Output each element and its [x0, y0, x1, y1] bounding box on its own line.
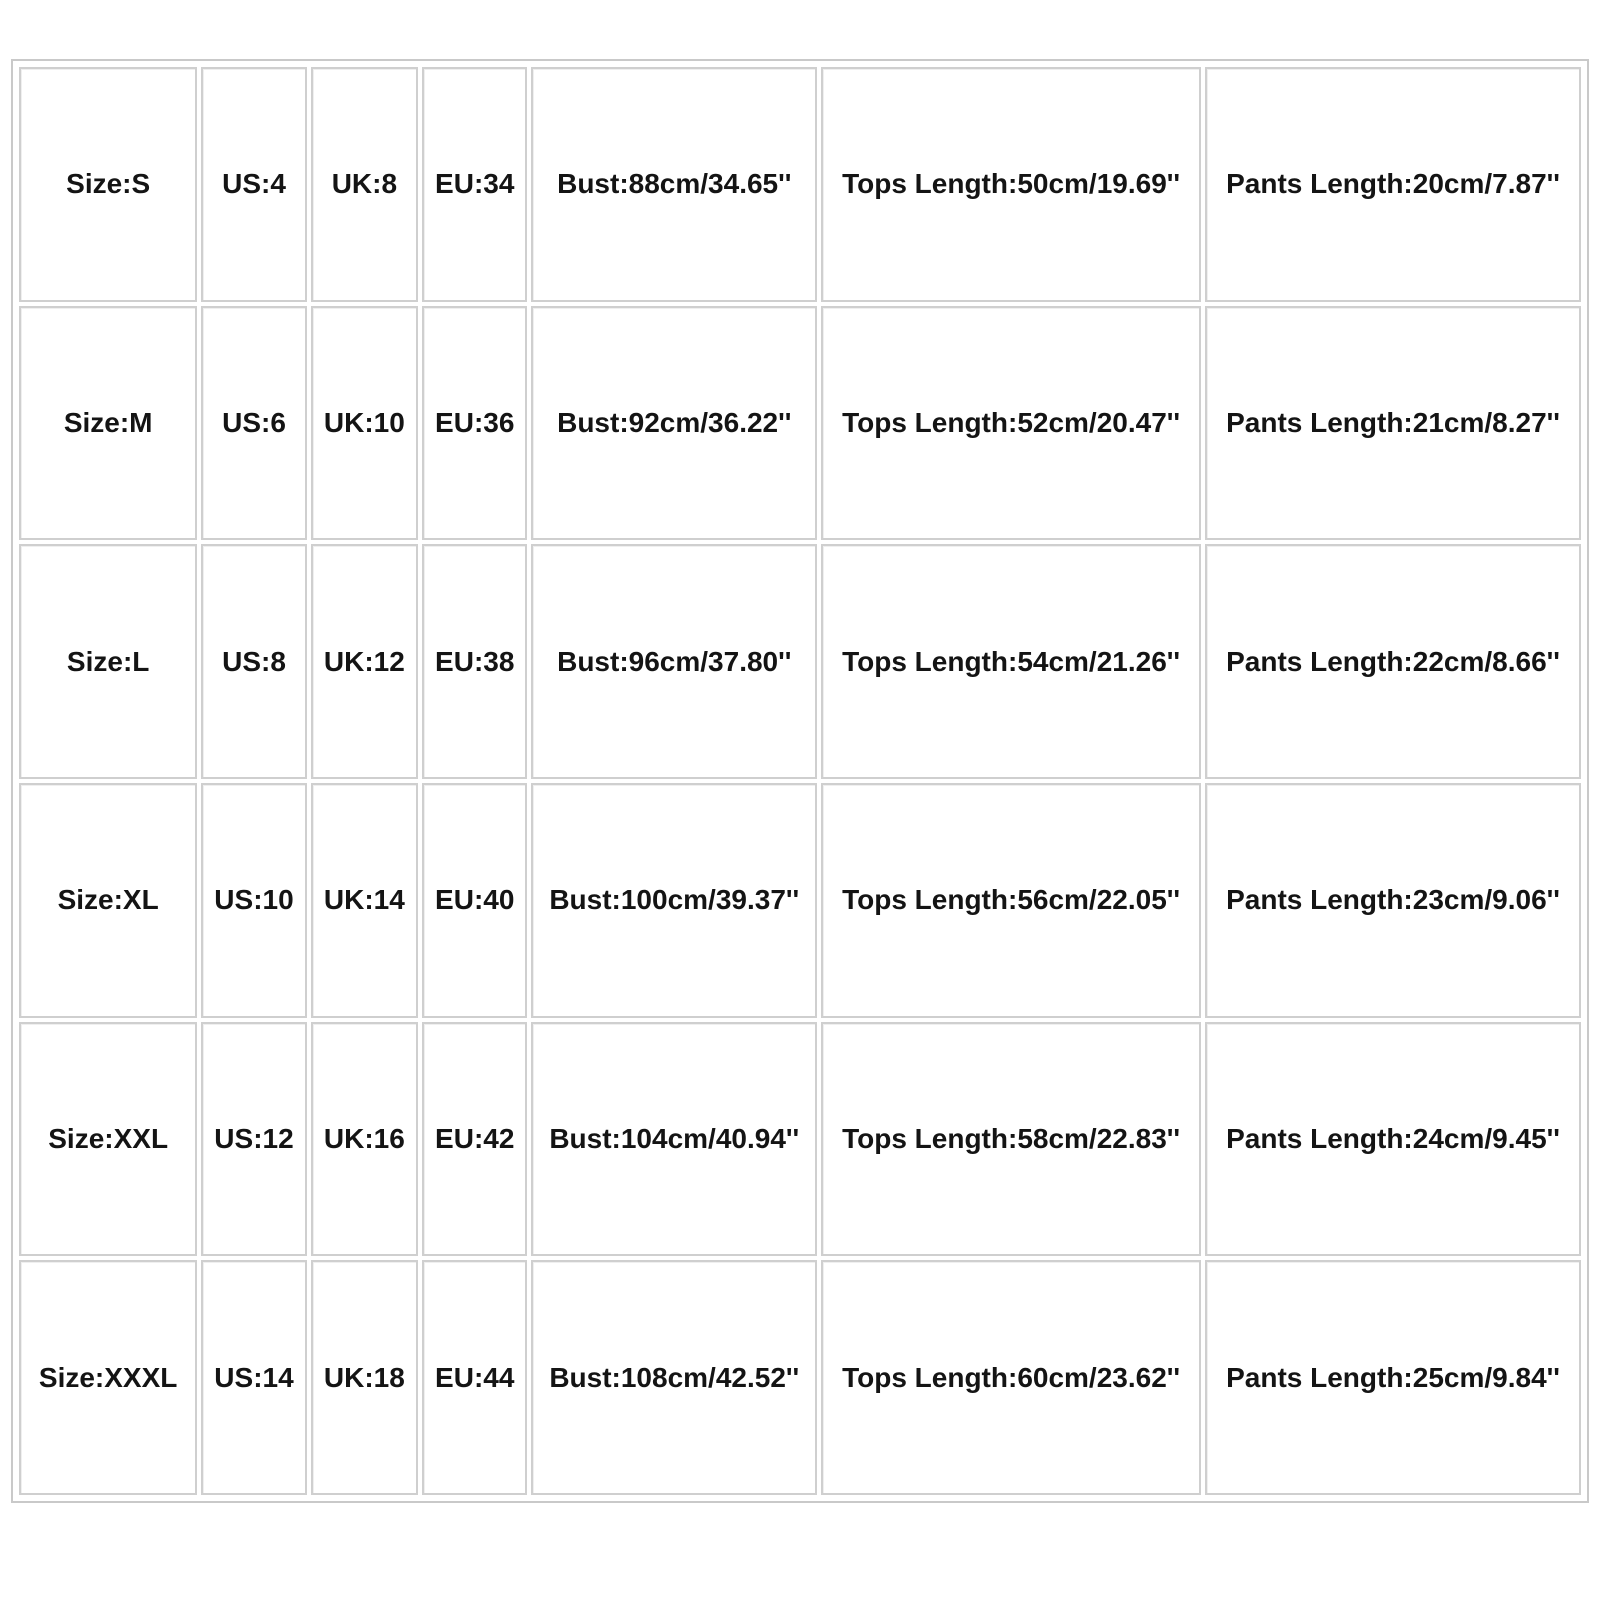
cell-pants-length: Pants Length:25cm/9.84'' — [1205, 1260, 1581, 1495]
cell-eu-size: EU:34 — [422, 67, 527, 302]
cell-uk-size: UK:16 — [311, 1022, 418, 1257]
cell-pants-length: Pants Length:23cm/9.06'' — [1205, 783, 1581, 1018]
table-row — [19, 783, 1581, 1018]
cell-pants-length: Pants Length:24cm/9.45'' — [1205, 1022, 1581, 1257]
cell-us-size: US:6 — [201, 306, 306, 541]
cell-tops-length: Tops Length:50cm/19.69'' — [821, 67, 1201, 302]
cell-size: Size:XXXL — [19, 1260, 197, 1495]
table-row — [19, 544, 1581, 779]
cell-tops-length: Tops Length:52cm/20.47'' — [821, 306, 1201, 541]
cell-eu-size: EU:44 — [422, 1260, 527, 1495]
cell-eu-size: EU:42 — [422, 1022, 527, 1257]
cell-size: Size:XXL — [19, 1022, 197, 1257]
cell-bust: Bust:88cm/34.65'' — [531, 67, 817, 302]
cell-tops-length: Tops Length:58cm/22.83'' — [821, 1022, 1201, 1257]
cell-bust: Bust:108cm/42.52'' — [531, 1260, 817, 1495]
size-chart-frame — [11, 59, 1589, 1503]
cell-us-size: US:8 — [201, 544, 306, 779]
table-row — [19, 1022, 1581, 1257]
cell-uk-size: UK:14 — [311, 783, 418, 1018]
table-row — [19, 67, 1581, 302]
table-row — [19, 306, 1581, 541]
cell-bust: Bust:100cm/39.37'' — [531, 783, 817, 1018]
cell-eu-size: EU:38 — [422, 544, 527, 779]
cell-us-size: US:14 — [201, 1260, 306, 1495]
cell-us-size: US:4 — [201, 67, 306, 302]
cell-size: Size:S — [19, 67, 197, 302]
cell-bust: Bust:96cm/37.80'' — [531, 544, 817, 779]
cell-size: Size:L — [19, 544, 197, 779]
cell-bust: Bust:104cm/40.94'' — [531, 1022, 817, 1257]
cell-tops-length: Tops Length:56cm/22.05'' — [821, 783, 1201, 1018]
cell-bust: Bust:92cm/36.22'' — [531, 306, 817, 541]
cell-tops-length: Tops Length:60cm/23.62'' — [821, 1260, 1201, 1495]
cell-us-size: US:10 — [201, 783, 306, 1018]
cell-size: Size:XL — [19, 783, 197, 1018]
cell-uk-size: UK:12 — [311, 544, 418, 779]
cell-pants-length: Pants Length:21cm/8.27'' — [1205, 306, 1581, 541]
cell-tops-length: Tops Length:54cm/21.26'' — [821, 544, 1201, 779]
cell-pants-length: Pants Length:22cm/8.66'' — [1205, 544, 1581, 779]
cell-size: Size:M — [19, 306, 197, 541]
cell-eu-size: EU:40 — [422, 783, 527, 1018]
cell-uk-size: UK:18 — [311, 1260, 418, 1495]
cell-uk-size: UK:8 — [311, 67, 418, 302]
cell-uk-size: UK:10 — [311, 306, 418, 541]
cell-eu-size: EU:36 — [422, 306, 527, 541]
table-row — [19, 1260, 1581, 1495]
size-chart-table — [15, 63, 1585, 1499]
cell-pants-length: Pants Length:20cm/7.87'' — [1205, 67, 1581, 302]
cell-us-size: US:12 — [201, 1022, 306, 1257]
